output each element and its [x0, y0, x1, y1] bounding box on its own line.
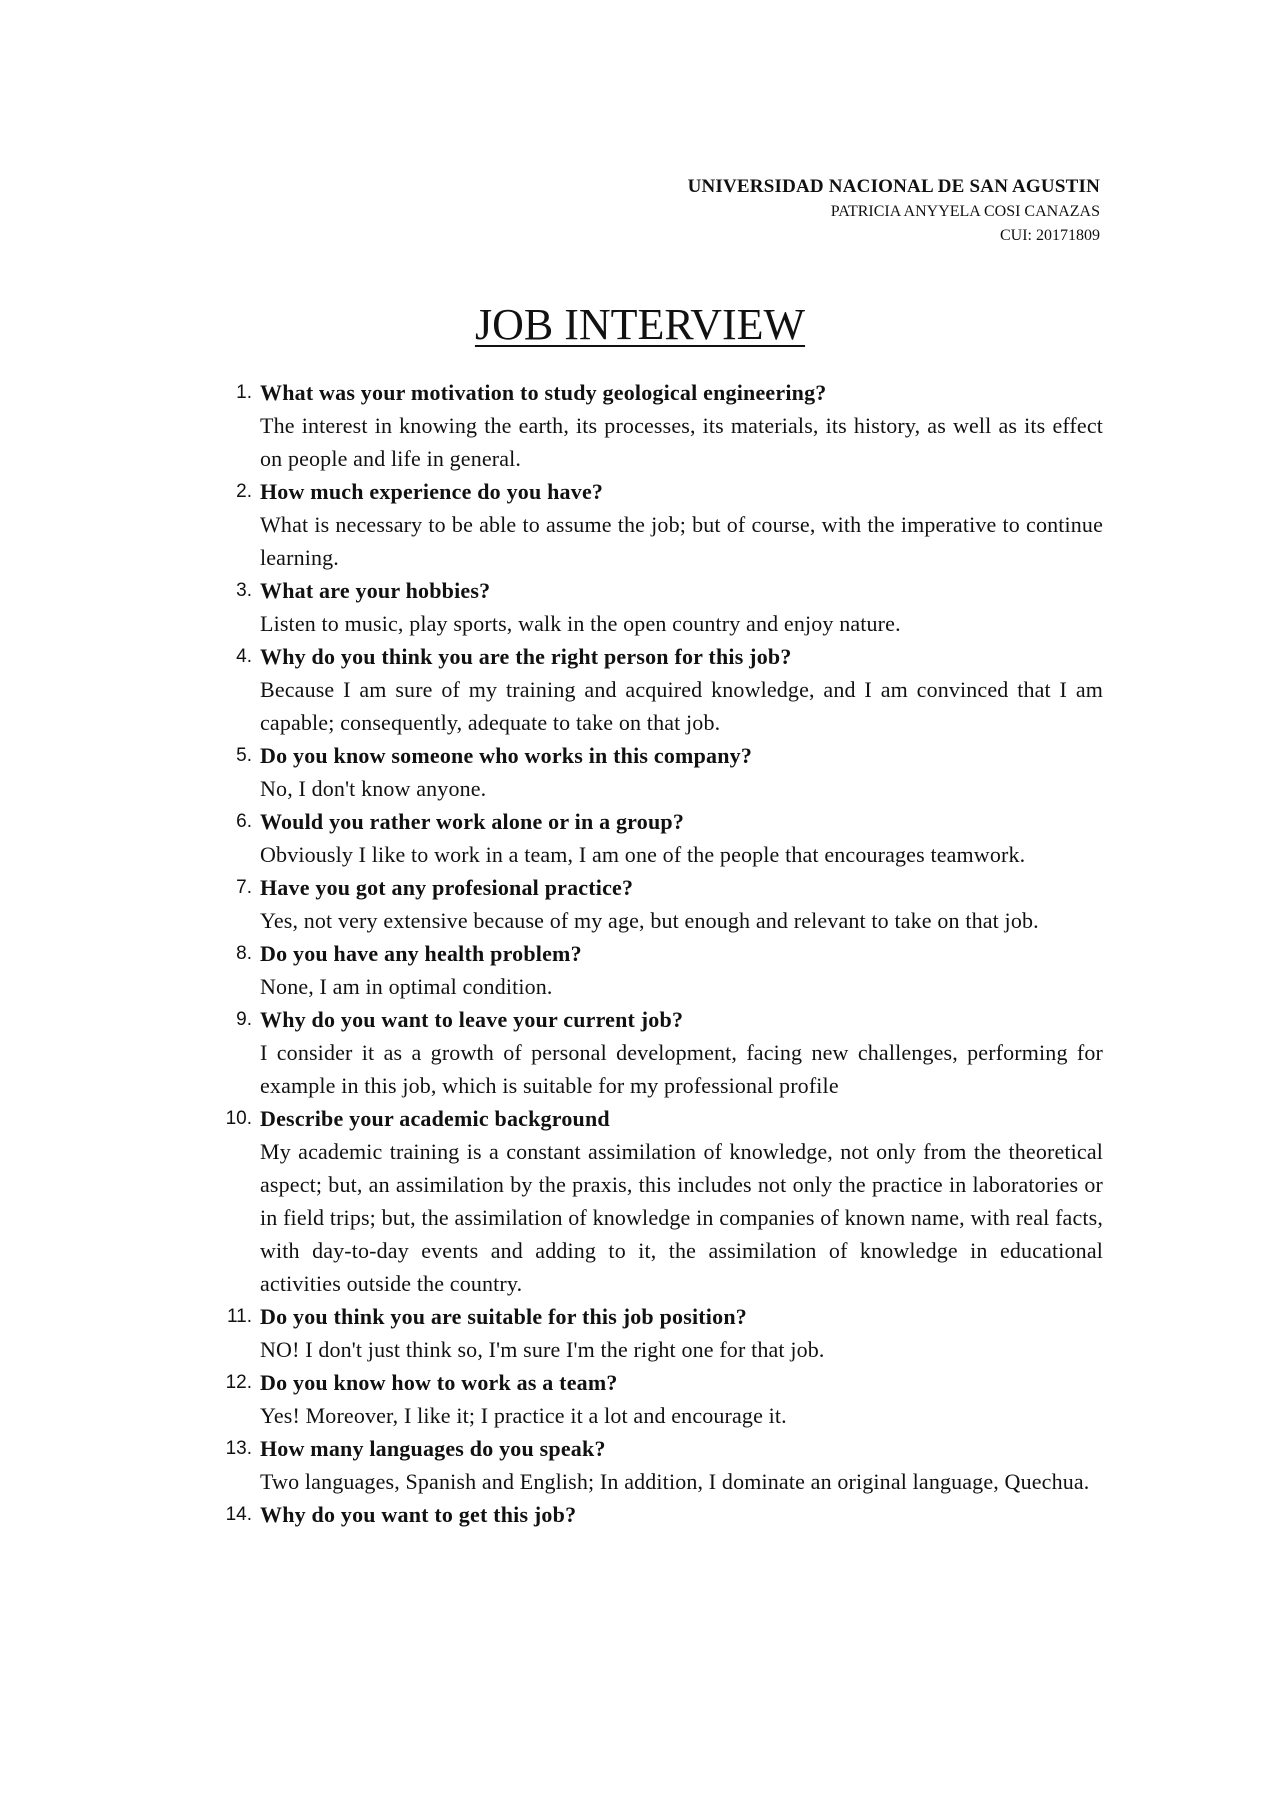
answer-text: NO! I don't just think so, I'm sure I'm the right one for that job.	[260, 1337, 825, 1362]
page-title-text: JOB INTERVIEW	[474, 300, 806, 349]
question-text: Why do you want to leave your current job?	[260, 1007, 684, 1032]
question-text: Do you have any health problem?	[260, 941, 582, 966]
question-text: Have you got any profesional practice?	[260, 875, 634, 900]
answer-text: No, I don't know anyone.	[260, 776, 487, 801]
answer-text: Two languages, Spanish and English; In addition, I dominate an original language, Quechua.	[260, 1469, 1090, 1494]
question-text: Would you rather work alone or in a group?	[260, 809, 685, 834]
question-item	[236, 475, 1103, 574]
question-item	[236, 871, 1103, 937]
question-item	[236, 1003, 1103, 1102]
question-item	[236, 739, 1103, 805]
question-item	[236, 376, 1103, 475]
question-item	[236, 640, 1103, 739]
question-text: Do you know someone who works in this company?	[260, 743, 753, 768]
question-number: 3.	[236, 580, 252, 601]
question-text: Why do you want to get this job?	[260, 1502, 577, 1527]
document-header	[688, 174, 1100, 248]
question-item	[236, 805, 1103, 871]
question-text: How much experience do you have?	[260, 479, 604, 504]
answer-text: Yes, not very extensive because of my age, but enough and relevant to take on that job.	[260, 908, 1039, 933]
question-item	[236, 574, 1103, 640]
question-item	[236, 937, 1103, 1003]
answer-text: My academic training is a constant assimilation of knowledge, not only from the theoretical aspect; but, an assimilation by the praxis, this includes not only the practice in laboratories or in field trips; but, the assimilation of knowledge in companies of known name, with real facts, with day-to-day events and adding to it, the assimilation of knowledge in educational activities outside the country.	[260, 1139, 1103, 1296]
answer-text: Obviously I like to work in a team, I am one of the people that encourages teamwork.	[260, 842, 1026, 867]
answer-text: The interest in knowing the earth, its processes, its materials, its history, as well as its effect on people and life in general.	[260, 413, 1103, 471]
question-number: 6.	[236, 811, 252, 832]
page-title	[0, 298, 1280, 352]
question-item	[225, 1432, 1103, 1498]
answer-text: None, I am in optimal condition.	[260, 974, 553, 999]
question-text: Describe your academic background	[260, 1106, 610, 1131]
answer-text: Yes! Moreover, I like it; I practice it a lot and encourage it.	[260, 1403, 787, 1428]
question-item	[226, 1300, 1103, 1366]
question-text: How many languages do you speak?	[260, 1436, 606, 1461]
student-id: CUI: 20171809	[1000, 227, 1100, 244]
author-name: PATRICIA ANYYELA COSI CANAZAS	[830, 203, 1100, 220]
question-text: Do you think you are suitable for this job position?	[260, 1304, 747, 1329]
answer-text: I consider it as a growth of personal development, facing new challenges, performing for example in this job, which is suitable for my professional profile	[260, 1040, 1103, 1098]
question-number: 1.	[236, 382, 252, 403]
question-list	[225, 376, 1103, 1531]
question-number: 5.	[236, 745, 252, 766]
question-number: 8.	[236, 943, 252, 964]
question-number: 9.	[236, 1009, 252, 1030]
question-text: What was your motivation to study geological engineering?	[260, 380, 827, 405]
answer-text: What is necessary to be able to assume the job; but of course, with the imperative to continue learning.	[260, 512, 1103, 570]
question-number: 11.	[226, 1306, 252, 1327]
question-item	[225, 1366, 1103, 1432]
question-number: 12.	[225, 1372, 252, 1393]
question-number: 13.	[225, 1438, 252, 1459]
question-number: 10.	[225, 1108, 252, 1129]
question-item	[225, 1498, 1103, 1531]
question-text: Do you know how to work as a team?	[260, 1370, 618, 1395]
question-number: 7.	[236, 877, 252, 898]
question-number: 14.	[225, 1504, 252, 1525]
institution-name: UNIVERSIDAD NACIONAL DE SAN AGUSTIN	[687, 176, 1100, 197]
answer-text: Because I am sure of my training and acquired knowledge, and I am convinced that I am capable; consequently, adequate to take on that job.	[260, 677, 1103, 735]
question-text: Why do you think you are the right person for this job?	[260, 644, 792, 669]
question-item	[225, 1102, 1103, 1300]
question-number: 4.	[236, 646, 252, 667]
question-text: What are your hobbies?	[260, 578, 491, 603]
answer-text: Listen to music, play sports, walk in the open country and enjoy nature.	[260, 611, 901, 636]
question-number: 2.	[236, 481, 252, 502]
